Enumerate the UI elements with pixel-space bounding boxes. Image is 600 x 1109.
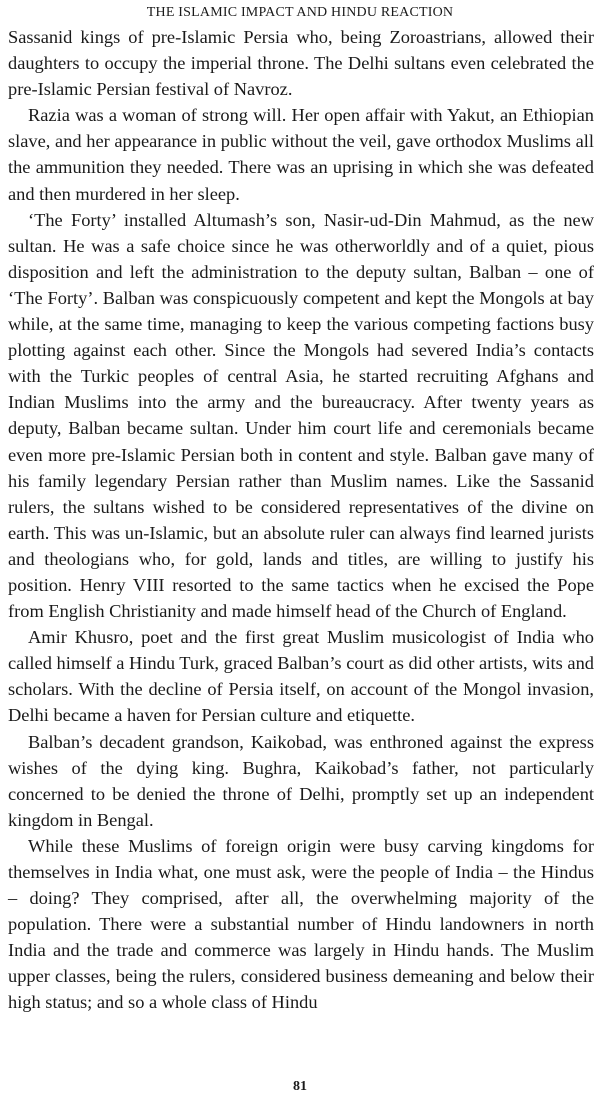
paragraph: Balban’s decadent grandson, Kaikobad, was enthroned against the express wishes of the dying king. Bughra, Kaikobad’s father, not particularly concerned to be denied the throne of Delhi, promptly set up an independent kingdom in Bengal.	[8, 731, 594, 830]
paragraph: Sassanid kings of pre-Islamic Persia who, being Zoroastrians, allowed their daughters to occupy the imperial throne. The Delhi sultans even celebrated the pre-Islamic Persian festival of Navroz.	[8, 27, 594, 100]
running-head: THE ISLAMIC IMPACT AND HINDU REACTION	[146, 5, 454, 20]
paragraph: Amir Khusro, poet and the first great Muslim musicologist of India who called himself a Hindu Turk, graced Balban’s court as did other artists, wits and scholars. With the decline of Persia itself, on account of the Mongol invasion, Delhi became a haven for Persian culture and etiquette.	[8, 627, 594, 726]
page-number: 81	[293, 1079, 307, 1094]
paragraph: While these Muslims of foreign origin were busy carving kingdoms for themselves in India what, one must ask, were the people of India – the Hindus – doing? They comprised, after all, the overwhelming majority of the population. There were a substantial number of Hindu landowners in north India and the trade and commerce was largely in Hindu hands. The Muslim upper classes, being the rulers, considered business demeaning and below their high status; and so a whole class of Hindu	[8, 835, 594, 1013]
page-body	[8, 24, 594, 1016]
paragraph: Razia was a woman of strong will. Her open affair with Yakut, an Ethiopian slave, and her appearance in public without the veil, gave orthodox Muslims all the ammunition they needed. There was an uprising in which she was defeated and then murdered in her sleep.	[8, 105, 594, 204]
paragraph: ‘The Forty’ installed Altumash’s son, Nasir-ud-Din Mahmud, as the new sultan. He was a safe choice since he was otherworldly and of a quiet, pious disposition and left the administration to the deputy sultan, Balban – one of ‘The Forty’. Balban was conspicuously competent and kept the Mongols at bay while, at the same time, managing to keep the various competing factions busy plotting against each other. Since the Mongols had severed India’s contacts with the Turkic peoples of central Asia, he started recruiting Afghans and Indian Muslims into the army and the bureaucracy. After twenty years as deputy, Balban became sultan. Under him court life and ceremonials became even more pre-Islamic Persian both in content and style. Balban gave many of his family legendary Persian rather than Muslim names. Like the Sassanid rulers, the sultans wished to be considered representatives of the divine on earth. This was un-Islamic, but an absolute ruler can always find learned jurists and theologians who, for gold, lands and titles, are willing to justify his position. Henry VIII resorted to the same tactics when he excised the Pope from English Christianity and made himself head of the Church of England.	[8, 209, 594, 622]
